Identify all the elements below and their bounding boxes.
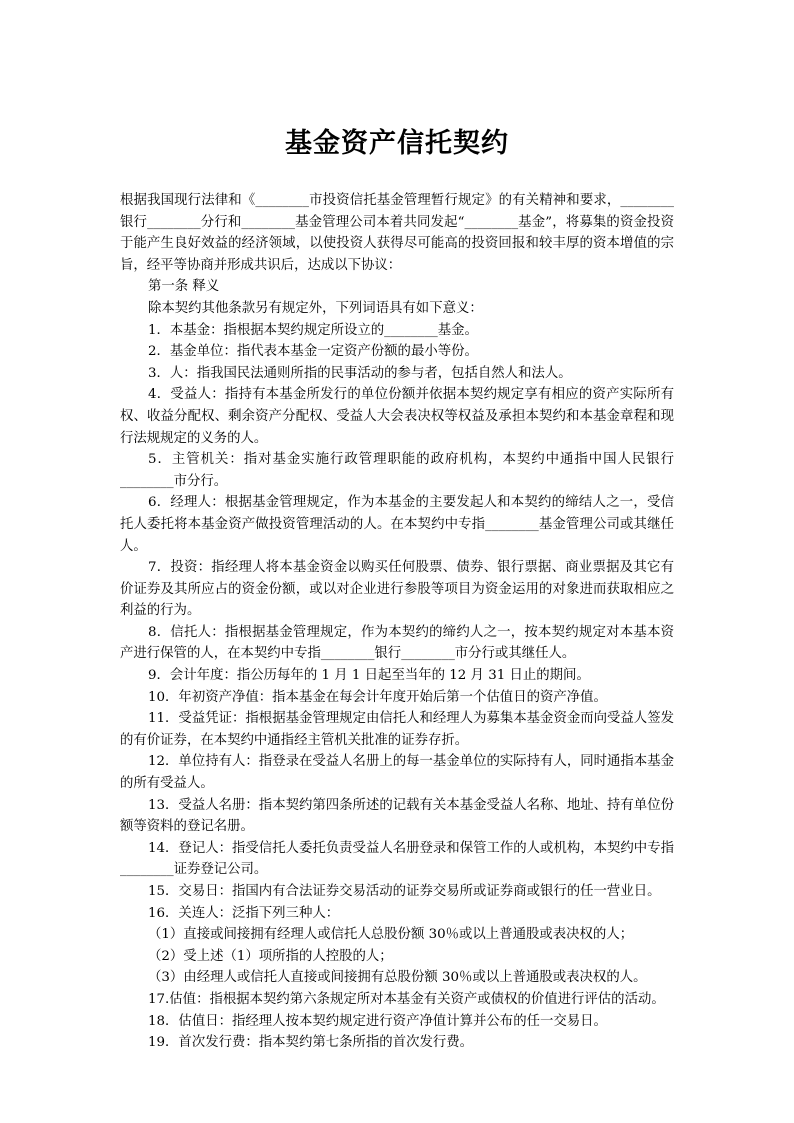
- document-title: 基金资产信托契约: [285, 128, 509, 159]
- definition-item: 12．单位持有人：指登录在受益人名册上的每一基金单位的实际持有人，同时通指本基金的所有受益人。: [120, 754, 674, 792]
- definition-subitem: （2）受上述（1）项所指的人控股的人；: [148, 948, 393, 964]
- definition-item: 16．关连人：泛指下列三种人：: [148, 905, 340, 921]
- intro-paragraph: 根据我国现行法律和《________市投资信托基金管理暂行规定》的有关精神和要求，________银行________分行和________基金管理公司本着共同发起“________基金”，将募集的资金投资于能产生良好效益的经济领域，以使投资人获得尽可能高的投资回报和较丰厚的资本增值的宗旨，经平等协商并形成共识后，达成以下协议：: [120, 193, 674, 273]
- definition-subitem: （3）由经理人或信托人直接或间接拥有总股份额 30％或以上普通股或表决权的人。: [148, 970, 647, 986]
- definition-item: 17.估值：指根据本契约第六条规定所对本基金有关资产或债权的价值进行评估的活动。: [148, 991, 665, 1007]
- definition-item: 14．登记人：指受信托人委托负责受益人名册登录和保管工作的人或机构，本契约中专指________证券登记公司。: [120, 840, 674, 878]
- definition-item: 15．交易日：指国内有合法证券交易活动的证券交易所或证券商或银行的任一营业日。: [148, 884, 661, 899]
- definition-item: 10．年初资产净值：指本基金在每会计年度开始后第一个估值日的资产净值。: [148, 689, 607, 705]
- document-body: [120, 190, 674, 1054]
- article-heading: 第一条 释义: [148, 279, 220, 295]
- definition-item: 6．经理人：根据基金管理规定，作为本基金的主要发起人和本契约的缔结人之一，受信托人委托将本基金资产做投资管理活动的人。在本契约中专指________基金管理公司或其继任人。: [120, 495, 674, 554]
- definitions-preamble: 除本契约其他条款另有规定外，下列词语具有如下意义：: [148, 300, 483, 316]
- definition-item: 19．首次发行费：指本契约第七条所指的首次发行费。: [148, 1035, 474, 1051]
- definition-item: 5．主管机关：指对基金实施行政管理职能的政府机构，本契约中通指中国人民银行________市分行。: [120, 452, 674, 489]
- definition-item: 9．会计年度：指公历每年的 1 月 1 日起至当年的 12 月 31 日止的期间。: [148, 668, 590, 684]
- definition-item: 18．估值日：指经理人按本契约规定进行资产净值计算并公布的任一交易日。: [148, 1013, 607, 1029]
- definition-item: 8．信托人：指根据基金管理规定，作为本契约的缔约人之一，按本契约规定对本基本资产进行保管的人，在本契约中专指________银行________市分行或其继任人。: [120, 624, 674, 662]
- definition-subitem: （1）直接或间接拥有经理人或信托人总股份额 30％或以上普通股或表决权的人；: [148, 927, 634, 943]
- definition-item: 1．本基金：指根据本契约规定所设立的________基金。: [148, 322, 478, 338]
- definition-item: 11．受益凭证：指根据基金管理规定由信托人和经理人为募集本基金资金而向受益人签发的有价证券，在本契约中通指经主管机关批准的证券存折。: [120, 711, 674, 748]
- definition-item: 13．受益人名册：指本契约第四条所述的记载有关本基金受益人名称、地址、持有单位份额等资料的登记名册。: [120, 797, 674, 835]
- definition-item: 3．人：指我国民法通则所指的民事活动的参与者，包括自然人和法人。: [148, 365, 572, 381]
- definition-item: 7．投资：指经理人将本基金资金以购买任何股票、债券、银行票据、商业票据及其它有价证券及其所应占的资金份额，或以对企业进行参股等项目为资金运用的对象进而获取相应之利益的行为。: [120, 560, 674, 619]
- definition-item: 2．基金单位：指代表本基金一定资产份额的最小等份。: [148, 344, 478, 360]
- definition-item: 4．受益人：指持有本基金所发行的单位份额并依据本契约规定享有相应的资产实际所有权、收益分配权、剩余资产分配权、受益人大会表决权等权益及承担本契约和本基金章程和现行法规规定的义务的人。: [120, 387, 674, 446]
